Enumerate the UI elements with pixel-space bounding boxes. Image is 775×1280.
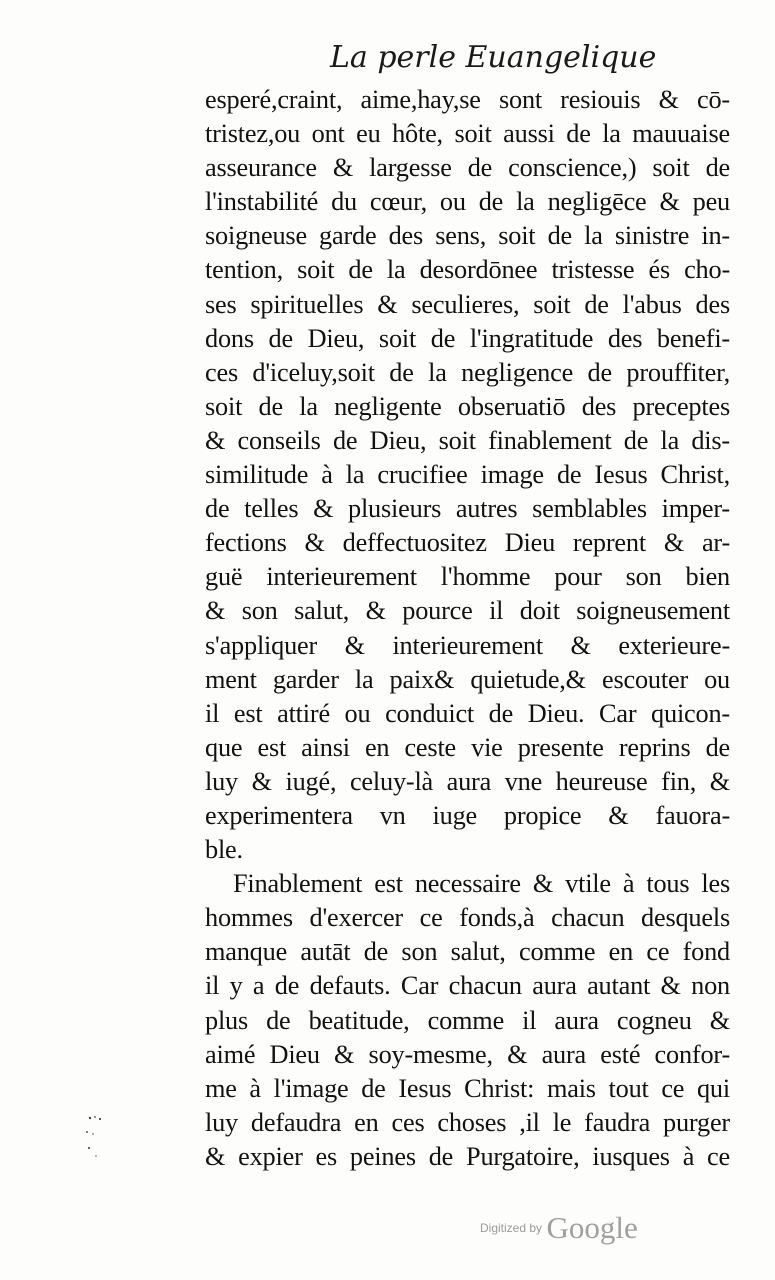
text-line: s'appliquer & interieurement & exterieure- bbox=[205, 630, 730, 660]
margin-ink-specks bbox=[82, 1112, 112, 1172]
text-line: asseurance & largesse de conscience,) soit de bbox=[205, 153, 730, 183]
text-line: tention, soit de la desordōnee tristesse és cho- bbox=[205, 255, 730, 285]
text-line: experimentera vn iuge propice & fauora- bbox=[205, 800, 730, 830]
google-logo-text: Google bbox=[546, 1210, 638, 1245]
text-line: soigneuse garde des sens, soit de la sinistre in- bbox=[205, 221, 730, 251]
watermark-prefix: Digitized by bbox=[480, 1221, 543, 1235]
text-line: que est ainsi en ceste vie presente reprins de bbox=[205, 732, 730, 762]
text-line: il est attiré ou conduict de Dieu. Car quicon- bbox=[205, 698, 730, 728]
running-head: La perle Euangelique bbox=[330, 40, 657, 75]
text-line: l'instabilité du cœur, ou de la negligēce & peu bbox=[205, 187, 730, 217]
text-line: ces d'iceluy,soit de la negligence de prouffiter, bbox=[205, 357, 730, 387]
text-line: & son salut, & pource il doit soigneusement bbox=[205, 596, 730, 626]
text-line: tristez,ou ont eu hôte, soit aussi de la mauuaise bbox=[205, 119, 730, 149]
text-line: ble. bbox=[205, 835, 243, 865]
body-text bbox=[205, 83, 730, 1174]
text-line: ment garder la paix& quietude,& escouter ou bbox=[205, 664, 730, 694]
text-line: & conseils de Dieu, soit finablement de la dis- bbox=[205, 425, 730, 455]
text-line: luy defaudra en ces choses ,il le faudra purger bbox=[205, 1107, 730, 1137]
text-line: me à l'image de Iesus Christ: mais tout ce qui bbox=[205, 1073, 730, 1103]
text-line: dons de Dieu, soit de l'ingratitude des benefi- bbox=[205, 323, 730, 353]
text-line: guë interieurement l'homme pour son bien bbox=[205, 562, 730, 592]
text-line: aimé Dieu & soy-mesme, & aura esté confor- bbox=[205, 1039, 730, 1069]
text-line: ses spirituelles & seculieres, soit de l'abus des bbox=[205, 289, 730, 319]
text-line: similitude à la crucifiee image de Iesus Christ, bbox=[205, 460, 730, 490]
text-line: Finablement est necessaire & vtile à tous les bbox=[233, 869, 730, 899]
text-line: hommes d'exercer ce fonds,à chacun desquels bbox=[205, 903, 730, 933]
text-line: il y a de defauts. Car chacun aura autant & non bbox=[205, 971, 730, 1001]
text-line: manque autāt de son salut, comme en ce fond bbox=[205, 937, 730, 967]
text-line: plus de beatitude, comme il aura cogneu & bbox=[205, 1005, 730, 1035]
text-line: & expier es peines de Purgatoire, iusques à ce bbox=[205, 1141, 730, 1171]
digitized-by-google-watermark bbox=[480, 1210, 638, 1246]
text-line: de telles & plusieurs autres semblables imper- bbox=[205, 494, 730, 524]
text-line: luy & iugé, celuy-là aura vne heureuse fin, & bbox=[205, 766, 730, 796]
text-line: fections & deffectuositez Dieu reprent & ar- bbox=[205, 528, 730, 558]
text-line: esperé,craint, aime,hay,se sont resiouis & cō- bbox=[205, 85, 730, 114]
text-line: soit de la negligente obseruatiō des preceptes bbox=[205, 391, 730, 421]
